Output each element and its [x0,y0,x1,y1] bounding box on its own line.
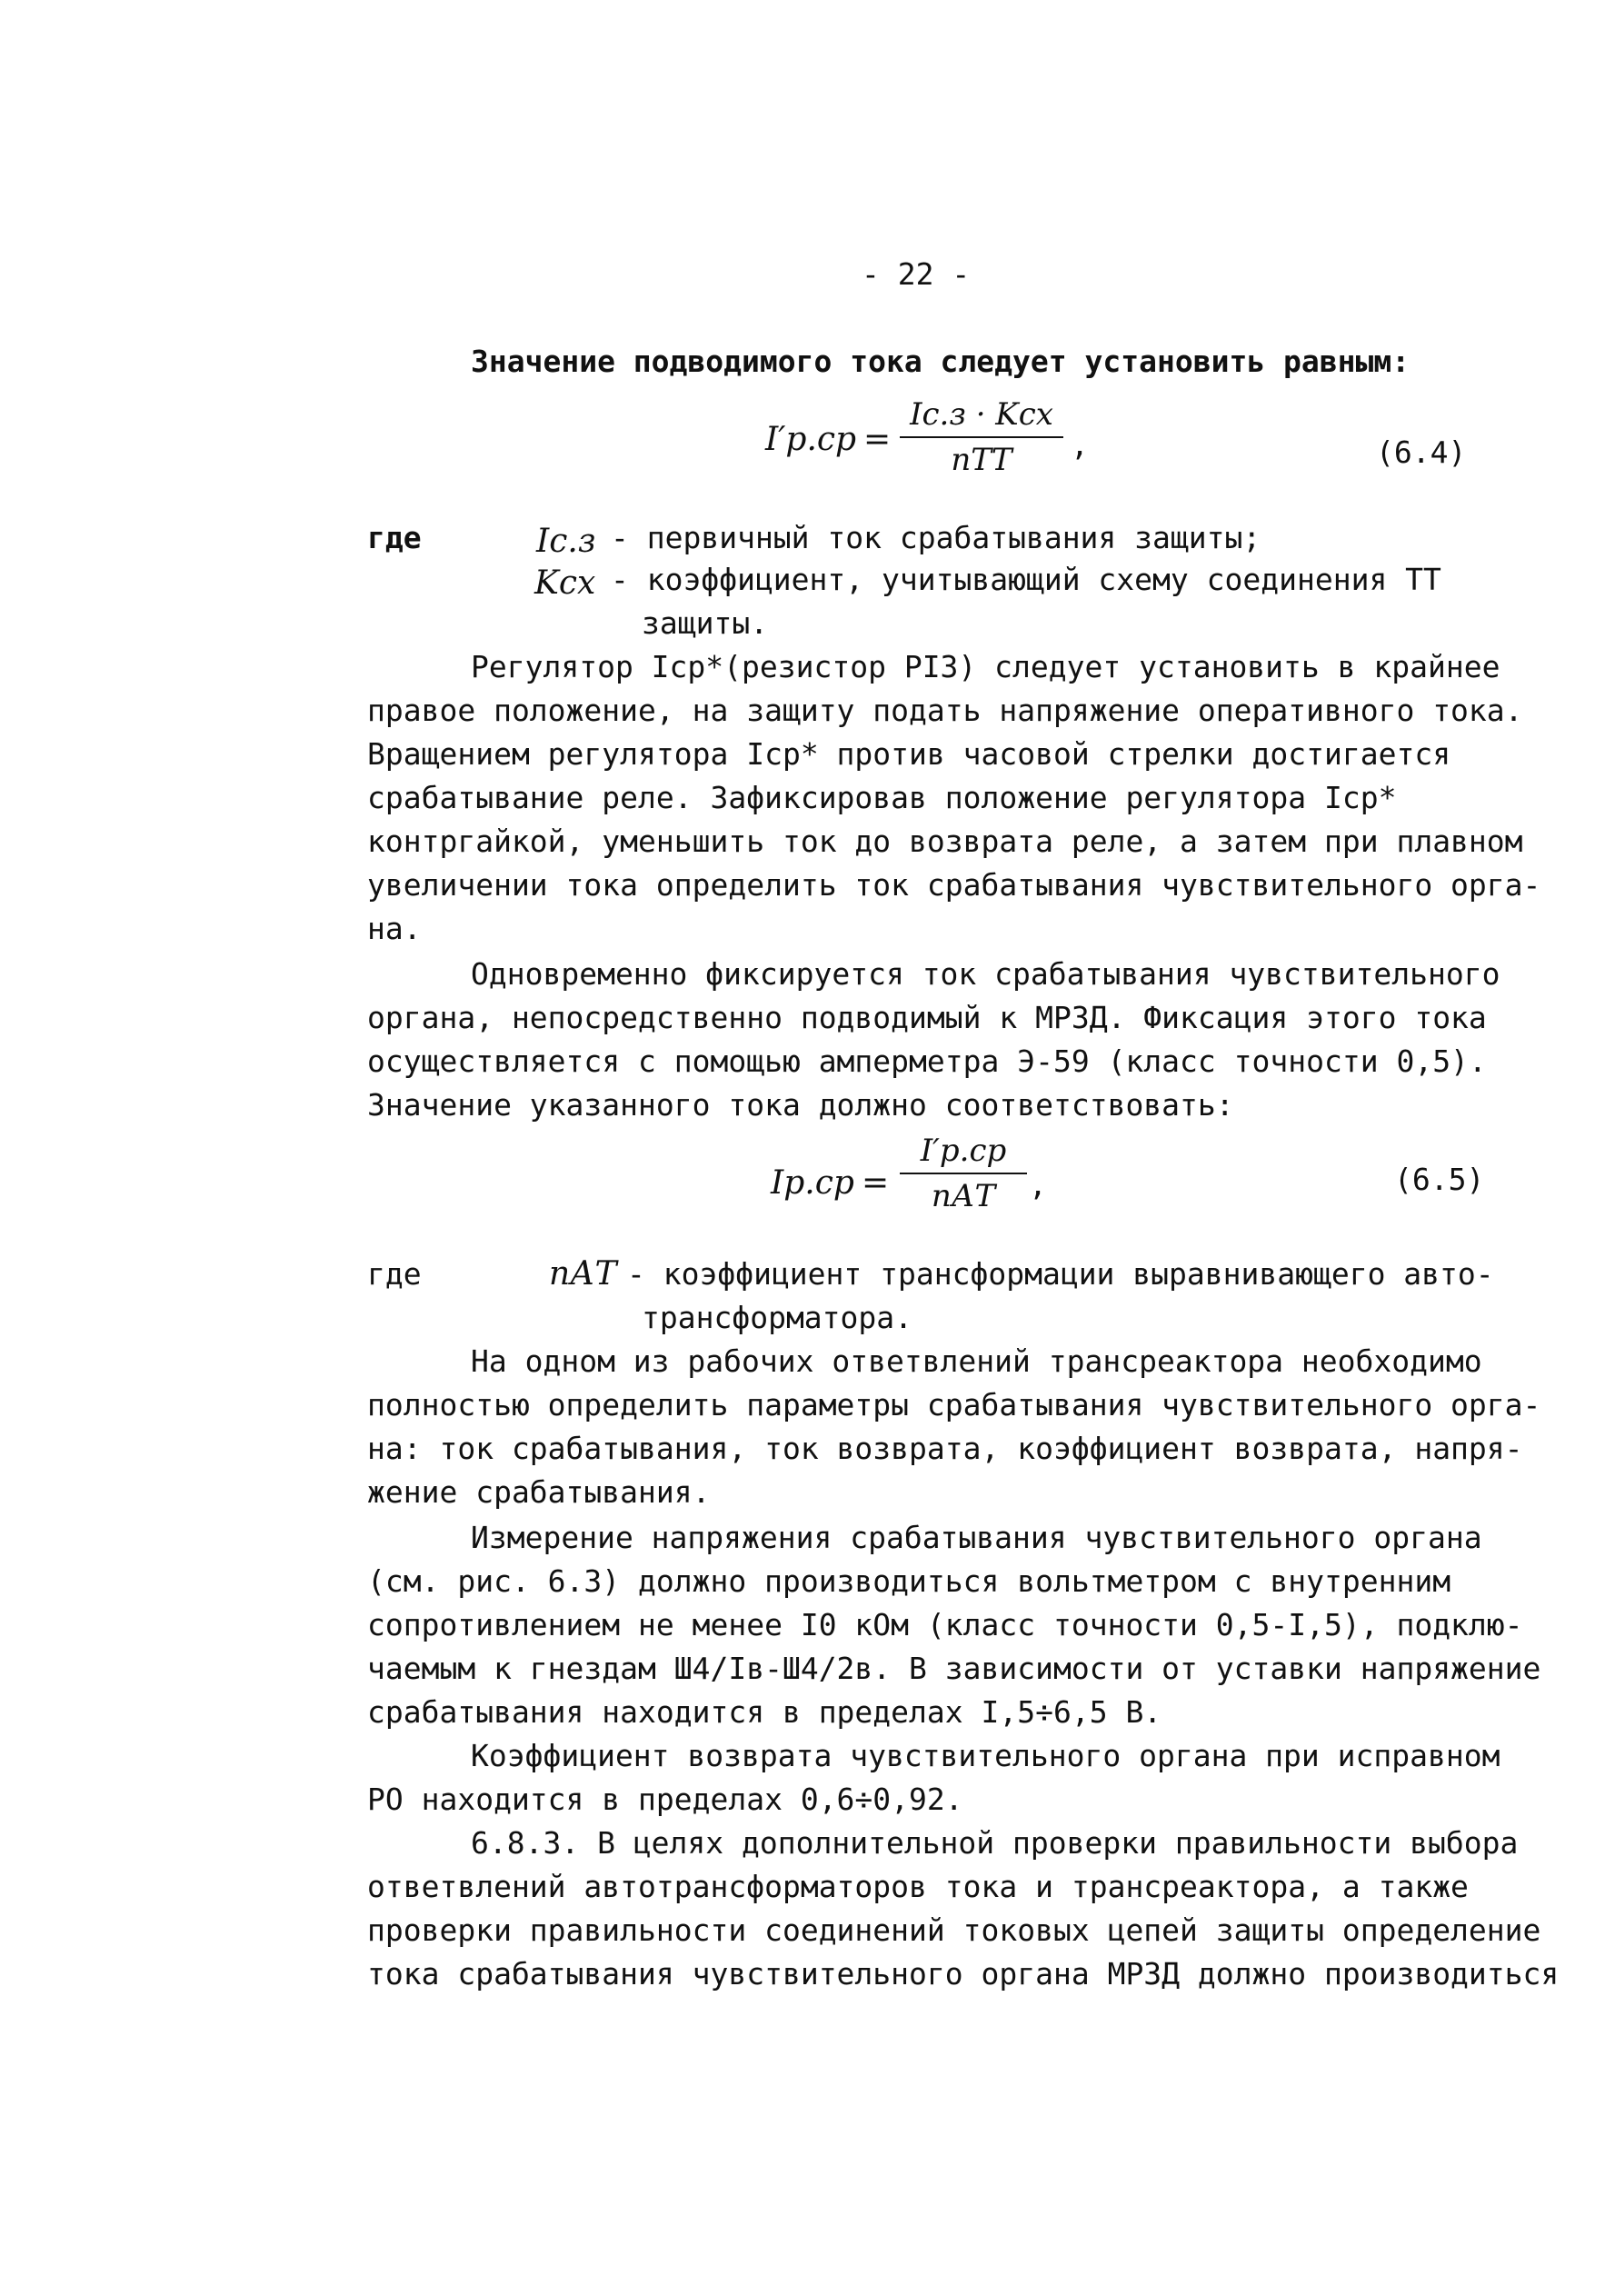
where1-symbol-isz: Iс.з [536,523,596,560]
para4-line-3: сопротивлением не менее I0 кОм (класс точности 0,5-I,5), подклю- [367,1607,1523,1642]
para1-line-5: контргайкой, уменьшить ток до возврата реле, а затем при плавном [367,824,1523,859]
eq64-number: (6.4) [1376,434,1467,470]
para2-line-1: Одновременно фиксируется ток срабатывания чувствительного [471,956,1500,992]
where2-symbol-nat: nАТ [549,1255,617,1293]
eq65-fraction [900,1133,1027,1214]
para3-line-4: жение срабатывания. [367,1474,711,1510]
eq64-equals: = [863,421,892,458]
para1-line-7: на. [367,911,422,946]
para4-line-5: срабатывания находится в пределах I,5÷6,5 В. [367,1694,1162,1730]
para4-line-2: (см. рис. 6.3) должно производиться вольтметром с внутренним [367,1563,1451,1599]
para6-line-1: 6.8.3. В целях дополнительной проверки правильности выбора [471,1825,1519,1861]
where1-definition-1: - первичный ток срабатывания защиты; [611,520,1261,555]
eq64-fraction-bar [900,436,1063,438]
eq65-denominator: nАТ [931,1178,996,1214]
para1-line-6: увеличении тока определить ток срабатывания чувствительного орга- [367,867,1541,903]
para2-line-2: органа, непосредственно подводимый к МРЗД. Фиксация этого тока [367,1000,1487,1035]
eq65-tail: , [1029,1167,1047,1203]
para5-line-1: Коэффициент возврата чувствительного органа при исправном [471,1738,1500,1773]
para3-line-1: На одном из рабочих ответвлений трансреактора необходимо [471,1343,1482,1379]
para3-line-3: на: ток срабатывания, ток возврата, коэффициент возврата, напря- [367,1431,1523,1466]
where2-definition-a: - коэффициент трансформации выравнивающего авто- [627,1256,1494,1292]
intro-sentence: Значение подводимого тока следует установить равным: [471,344,1411,379]
eq64-numerator: Iс.з · Kсх [910,396,1053,433]
where1-symbol-ksx: Kсх [534,564,596,602]
eq65-numerator: I′р.ср [920,1133,1007,1169]
para1-line-3: Вращением регулятора Iср* против часовой стрелки достигается [367,736,1451,772]
eq65-fraction-bar [900,1173,1027,1174]
eq65-lhs: Iр.ср [771,1164,854,1202]
eq65-number: (6.5) [1394,1162,1485,1197]
para3-line-2: полностью определить параметры срабатывания чувствительного орга- [367,1387,1541,1423]
eq64-lhs: I′р.ср [765,421,857,458]
where2-label: где [367,1256,422,1292]
para5-line-2: РО находится в пределах 0,6÷0,92. [367,1782,963,1817]
para6-line-3: проверки правильности соединений токовых цепей защиты определение [367,1912,1541,1948]
where1-definition-2a: - коэффициент, учитывающий схему соединения ТТ [611,562,1441,597]
para2-line-3: осуществляется с помощью амперметра Э-59 (класс точности 0,5). [367,1043,1487,1079]
para4-line-4: чаемым к гнездам Ш4/Iв-Ш4/2в. В зависимости от уставки напряжение [367,1651,1541,1686]
para6-line-4: тока срабатывания чувствительного органа МРЗД должно производиться [367,1956,1560,1992]
para2-line-4: Значение указанного тока должно соответствовать: [367,1087,1234,1123]
eq64-fraction [900,396,1063,478]
eq64-tail: , [1071,427,1089,463]
where2-definition-b: трансформатора. [642,1300,913,1335]
eq65-equals: = [862,1164,890,1202]
para4-line-1: Измерение напряжения срабатывания чувствительного органа [471,1520,1482,1555]
page-number: - 22 - [862,256,971,292]
eq64-denominator: nТТ [951,442,1012,478]
where1-label: где [367,520,422,555]
para1-line-4: срабатывание реле. Зафиксировав положение регулятора Iср* [367,780,1397,815]
para6-line-2: ответвлений автотрансформаторов тока и трансреактора, а также [367,1869,1469,1904]
where1-definition-2b: защиты. [642,605,769,641]
para1-line-1: Регулятор Iср*(резистор PI3) следует установить в крайнее [471,649,1500,684]
para1-line-2: правое положение, на защиту подать напряжение оперативного тока. [367,693,1523,728]
